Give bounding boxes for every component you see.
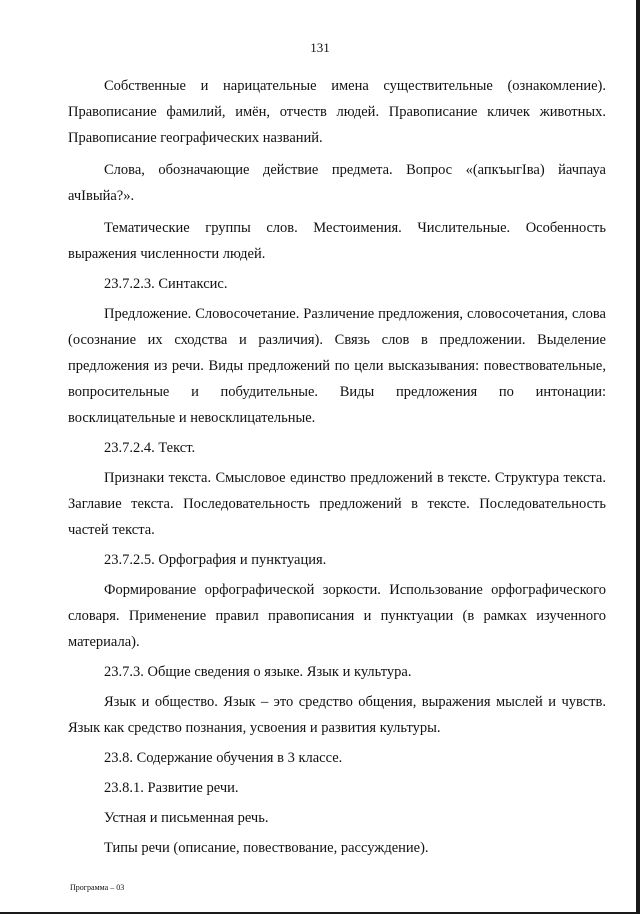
heading-grade3-content: 23.8. Содержание обучения в 3 классе. xyxy=(104,750,343,766)
paragraph-text-features: Признаки текста. Смысловое единство предложений в тексте. Структура текста. Заглавие текста. Последовательность предложений в тексте. Последовательность частей текста. xyxy=(68,470,606,538)
page-content xyxy=(68,67,606,865)
heading-orthography: 23.7.2.5. Орфография и пунктуация. xyxy=(104,552,327,568)
scan-edge-right xyxy=(636,0,640,914)
paragraph-action-words: Слова, обозначающие действие предмета. Вопрос «(апкъыгIва) йачпауа ачIвыйа?». xyxy=(68,162,606,204)
line-oral-written-speech: Устная и письменная речь. xyxy=(104,810,269,826)
page-number: 131 xyxy=(310,40,330,55)
heading-syntax: 23.7.2.3. Синтаксис. xyxy=(104,276,228,292)
heading-speech-development: 23.8.1. Развитие речи. xyxy=(104,780,239,796)
footer-program-label: Программа – 03 xyxy=(70,883,125,892)
paragraph-thematic-groups: Тематические группы слов. Местоимения. Числительные. Особенность выражения численности людей. xyxy=(68,220,606,262)
line-speech-types: Типы речи (описание, повествование, рассуждение). xyxy=(104,840,429,856)
paragraph-orthography: Формирование орфографической зоркости. Использование орфографического словаря. Применение правил правописания и пунктуации (в рамках изученного материала). xyxy=(68,582,606,650)
heading-text: 23.7.2.4. Текст. xyxy=(104,440,196,456)
paragraph-sentence: Предложение. Словосочетание. Различение предложения, словосочетания, слова (осознание их сходства и различия). Связь слов в предложении. Выделение предложения из речи. Виды предложений по цели высказывания: повествовательные, вопросительные и побудительные. Виды предложения по интонации: восклицательные и невосклицательные. xyxy=(68,306,606,426)
heading-language-culture: 23.7.3. Общие сведения о языке. Язык и культура. xyxy=(104,664,412,680)
paragraph-language-society: Язык и общество. Язык – это средство общения, выражения мыслей и чувств. Язык как средство познания, усвоения и развития культуры. xyxy=(68,694,606,736)
paragraph-proper-nouns: Собственные и нарицательные имена существительные (ознакомление). Правописание фамилий, имён, отчеств людей. Правописание кличек животных. Правописание географических названий. xyxy=(68,78,606,146)
